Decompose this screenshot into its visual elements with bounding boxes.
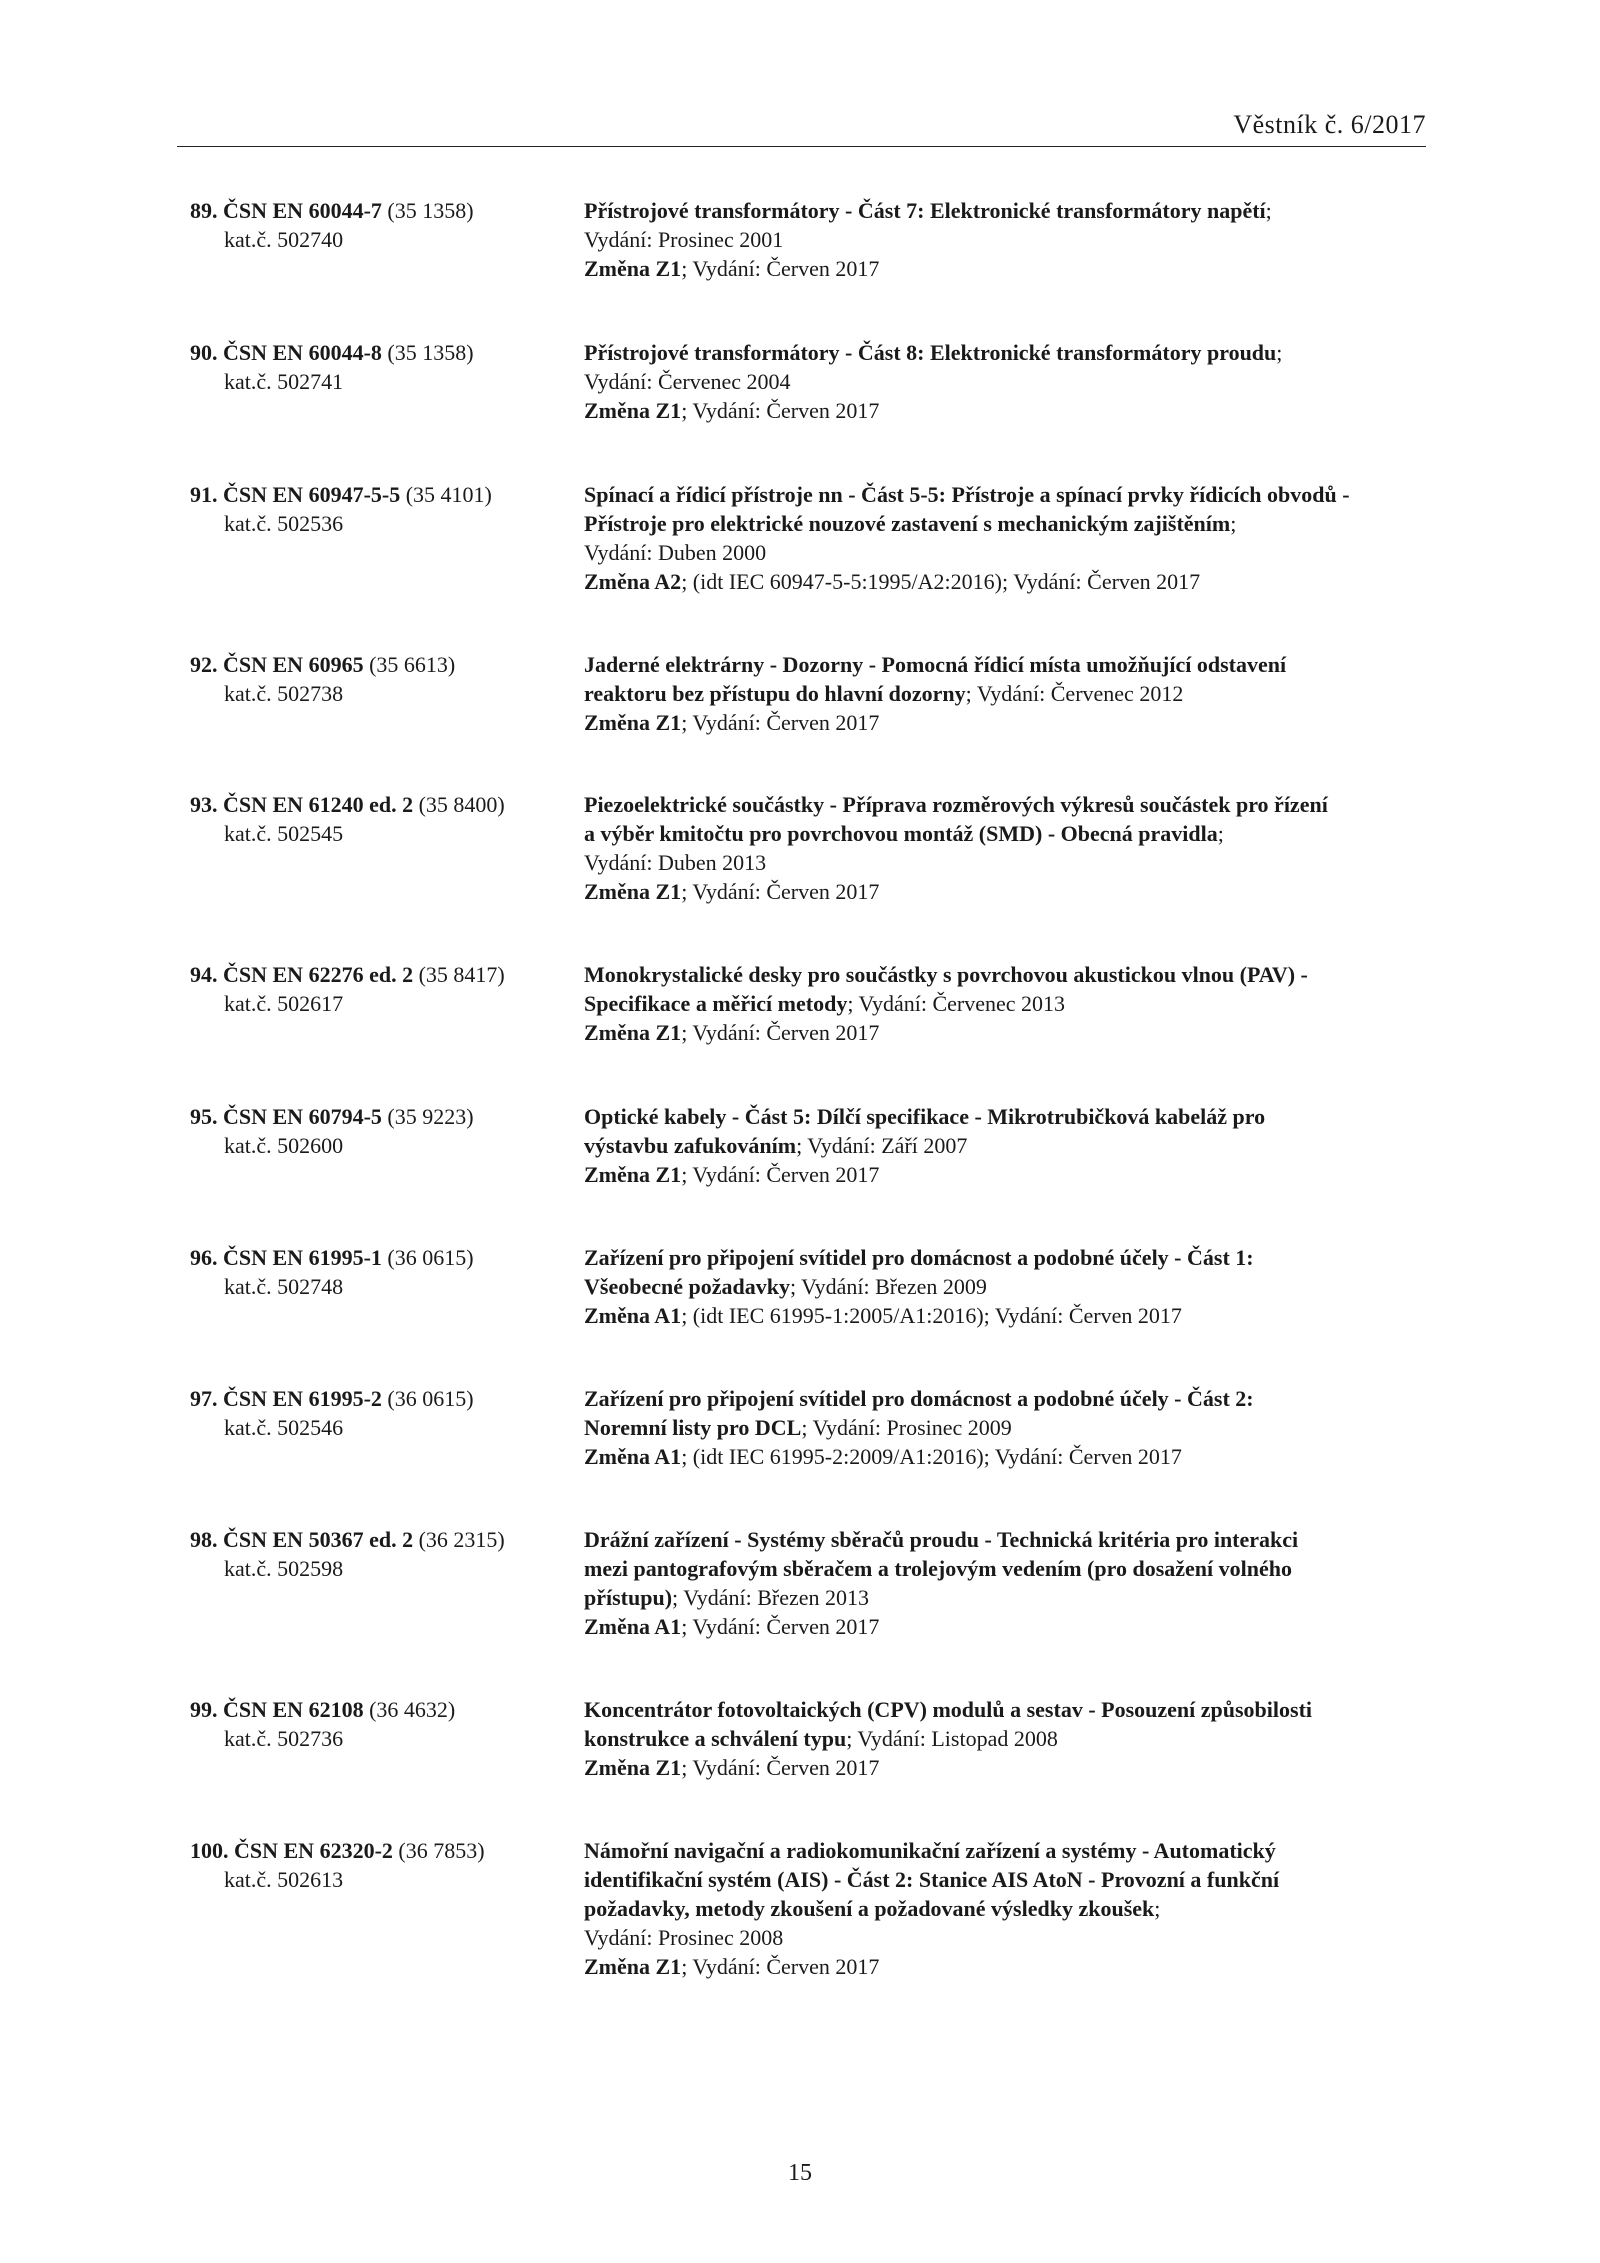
- description-line: [584, 1894, 1444, 1923]
- catalog-number: kat.č. 502536: [224, 511, 344, 536]
- standard-code: ČSN EN 61240 ed. 2: [223, 792, 414, 817]
- description-bold-text: Piezoelektrické součástky - Příprava rozměrových výkresů součástek pro řízení: [584, 792, 1328, 817]
- description-line: [584, 1583, 1444, 1612]
- description-regular-text: ; Vydání: Září 2007: [796, 1133, 968, 1158]
- description-bold-text: Přístrojové transformátory - Část 7: Elektronické transformátory napětí: [584, 198, 1266, 223]
- standard-identifier: [190, 1384, 580, 1442]
- standard-identifier: [190, 480, 580, 538]
- catalog-number: kat.č. 502738: [224, 681, 344, 706]
- entry-number: 99.: [190, 1697, 218, 1722]
- description-line: [584, 509, 1444, 538]
- description-regular-text: ; (idt IEC 61995-2:2009/A1:2016); Vydání: Červen 2017: [681, 1444, 1182, 1469]
- description-regular-text: Vydání: Prosinec 2008: [584, 1925, 784, 1950]
- description-regular-text: ; Vydání: Červen 2017: [681, 1162, 880, 1187]
- description-line: [584, 367, 1444, 396]
- description-regular-text: ; Vydání: Červen 2017: [681, 1755, 880, 1780]
- description-line: [584, 1413, 1444, 1442]
- description-bold-text: identifikační systém (AIS) - Část 2: Stanice AIS AtoN - Provozní a funkční: [584, 1867, 1280, 1892]
- description-regular-text: Vydání: Duben 2013: [584, 850, 767, 875]
- description-regular-text: ; Vydání: Červen 2017: [681, 710, 880, 735]
- standard-code: ČSN EN 60947-5-5: [223, 482, 401, 507]
- classification-code: (36 0615): [387, 1386, 474, 1411]
- description-regular-text: ; Vydání: Listopad 2008: [846, 1726, 1058, 1751]
- description-line: [584, 989, 1444, 1018]
- classification-code: (36 4632): [369, 1697, 456, 1722]
- standard-identifier: [190, 1695, 580, 1753]
- standard-description: [584, 1525, 1444, 1641]
- description-line: [584, 1160, 1444, 1189]
- description-regular-text: ; (idt IEC 61995-1:2005/A1:2016); Vydání: Červen 2017: [681, 1303, 1182, 1328]
- description-line: [584, 225, 1444, 254]
- catalog-number: kat.č. 502598: [224, 1556, 344, 1581]
- entry-number: 92.: [190, 652, 218, 677]
- description-regular-text: ; Vydání: Červenec 2013: [847, 991, 1066, 1016]
- standard-description: [584, 338, 1444, 425]
- description-line: [584, 1131, 1444, 1160]
- classification-code: (36 2315): [418, 1527, 505, 1552]
- description-line: [584, 1102, 1444, 1131]
- catalog-number: kat.č. 502545: [224, 821, 344, 846]
- description-regular-text: ; Vydání: Červen 2017: [681, 1954, 880, 1979]
- description-bold-text: Změna Z1: [584, 256, 682, 281]
- description-regular-text: ; Vydání: Červenec 2012: [965, 681, 1184, 706]
- description-line: [584, 679, 1444, 708]
- standard-code: ČSN EN 61995-2: [223, 1386, 382, 1411]
- catalog-number: kat.č. 502546: [224, 1415, 344, 1440]
- description-bold-text: Přístrojové transformátory - Část 8: Elektronické transformátory proudu: [584, 340, 1277, 365]
- description-bold-text: Změna Z1: [584, 879, 682, 904]
- description-line: [584, 1612, 1444, 1641]
- description-line: [584, 1525, 1444, 1554]
- description-line: [584, 1384, 1444, 1413]
- standard-identifier: [190, 1243, 580, 1301]
- description-line: [584, 1753, 1444, 1782]
- description-bold-text: Spínací a řídicí přístroje nn - Část 5-5: Přístroje a spínací prvky řídicích obvodů -: [584, 482, 1350, 507]
- standard-identifier: [190, 790, 580, 848]
- description-bold-text: reaktoru bez přístupu do hlavní dozorny: [584, 681, 966, 706]
- description-regular-text: ; (idt IEC 60947-5-5:1995/A2:2016); Vydání: Červen 2017: [681, 569, 1201, 594]
- description-bold-text: Změna A1: [584, 1303, 682, 1328]
- description-bold-text: a výběr kmitočtu pro povrchovou montáž (SMD) - Obecná pravidla: [584, 821, 1218, 846]
- description-bold-text: přístupu): [584, 1585, 673, 1610]
- entry-number: 96.: [190, 1245, 218, 1270]
- catalog-number: kat.č. 502748: [224, 1274, 344, 1299]
- description-line: [584, 1923, 1444, 1952]
- classification-code: (36 0615): [387, 1245, 474, 1270]
- page-number: 15: [788, 2160, 812, 2186]
- description-regular-text: ; Vydání: Březen 2013: [672, 1585, 869, 1610]
- description-bold-text: Optické kabely - Část 5: Dílčí specifikace - Mikrotrubičková kabeláž pro: [584, 1104, 1266, 1129]
- catalog-number: kat.č. 502740: [224, 227, 344, 252]
- description-bold-text: Změna A2: [584, 569, 682, 594]
- description-bold-text: Námořní navigační a radiokomunikační zařízení a systémy - Automatický: [584, 1838, 1276, 1863]
- description-line: [584, 848, 1444, 877]
- description-line: [584, 1301, 1444, 1330]
- description-line: [584, 877, 1444, 906]
- description-line: [584, 960, 1444, 989]
- standard-code: ČSN EN 62320-2: [234, 1838, 393, 1863]
- standard-identifier: [190, 338, 580, 396]
- catalog-number: kat.č. 502617: [224, 991, 344, 1016]
- standard-description: [584, 1695, 1444, 1782]
- description-regular-text: ; Vydání: Březen 2009: [789, 1274, 987, 1299]
- description-bold-text: Přístroje pro elektrické nouzové zastavení s mechanickým zajištěním: [584, 511, 1231, 536]
- standard-code: ČSN EN 60044-7: [223, 198, 382, 223]
- description-line: [584, 1724, 1444, 1753]
- standard-description: [584, 480, 1444, 596]
- description-regular-text: ;: [1230, 511, 1237, 536]
- classification-code: (35 4101): [405, 482, 492, 507]
- description-line: [584, 1695, 1444, 1724]
- standard-code: ČSN EN 62108: [223, 1697, 364, 1722]
- description-regular-text: ; Vydání: Prosinec 2009: [801, 1415, 1012, 1440]
- description-bold-text: Změna A1: [584, 1614, 682, 1639]
- standard-code: ČSN EN 61995-1: [223, 1245, 382, 1270]
- page-header-title: Věstník č. 6/2017: [1233, 110, 1426, 139]
- standard-identifier: [190, 1836, 580, 1894]
- description-bold-text: Monokrystalické desky pro součástky s povrchovou akustickou vlnou (PAV) -: [584, 962, 1308, 987]
- standard-description: [584, 650, 1444, 737]
- entry-number: 91.: [190, 482, 218, 507]
- description-regular-text: Vydání: Duben 2000: [584, 540, 767, 565]
- description-regular-text: ; Vydání: Červen 2017: [681, 256, 880, 281]
- standard-code: ČSN EN 60044-8: [223, 340, 382, 365]
- description-line: [584, 1836, 1444, 1865]
- description-regular-text: ; Vydání: Červen 2017: [681, 1614, 880, 1639]
- entry-number: 97.: [190, 1386, 218, 1411]
- description-bold-text: Všeobecné požadavky: [584, 1274, 790, 1299]
- description-line: [584, 338, 1444, 367]
- catalog-number: kat.č. 502600: [224, 1133, 344, 1158]
- description-bold-text: Změna A1: [584, 1444, 682, 1469]
- description-regular-text: Vydání: Prosinec 2001: [584, 227, 784, 252]
- standard-description: [584, 1243, 1444, 1330]
- description-line: [584, 567, 1444, 596]
- description-bold-text: Noremní listy pro DCL: [584, 1415, 802, 1440]
- description-bold-text: Změna Z1: [584, 398, 682, 423]
- standard-description: [584, 1836, 1444, 1981]
- standard-description: [584, 960, 1444, 1047]
- description-bold-text: Změna Z1: [584, 1755, 682, 1780]
- description-bold-text: Specifikace a měřicí metody: [584, 991, 848, 1016]
- description-regular-text: ;: [1154, 1896, 1161, 1921]
- description-regular-text: ; Vydání: Červen 2017: [681, 398, 880, 423]
- description-regular-text: ;: [1276, 340, 1283, 365]
- description-regular-text: Vydání: Červenec 2004: [584, 369, 791, 394]
- description-bold-text: Zařízení pro připojení svítidel pro domácnost a podobné účely - Část 2:: [584, 1386, 1254, 1411]
- standard-code: ČSN EN 60794-5: [223, 1104, 382, 1129]
- entry-number: 100.: [190, 1838, 229, 1863]
- description-regular-text: ;: [1265, 198, 1272, 223]
- description-line: [584, 480, 1444, 509]
- classification-code: (35 1358): [387, 340, 474, 365]
- standard-code: ČSN EN 50367 ed. 2: [223, 1527, 414, 1552]
- catalog-number: kat.č. 502613: [224, 1867, 344, 1892]
- catalog-number: kat.č. 502741: [224, 369, 344, 394]
- description-bold-text: Koncentrátor fotovoltaických (CPV) modulů a sestav - Posouzení způsobilosti: [584, 1697, 1313, 1722]
- description-line: [584, 708, 1444, 737]
- entry-number: 98.: [190, 1527, 218, 1552]
- description-line: [584, 538, 1444, 567]
- description-bold-text: Změna Z1: [584, 1020, 682, 1045]
- description-line: [584, 1952, 1444, 1981]
- description-bold-text: Drážní zařízení - Systémy sběračů proudu - Technická kritéria pro interakci: [584, 1527, 1299, 1552]
- description-line: [584, 819, 1444, 848]
- entry-number: 94.: [190, 962, 218, 987]
- description-line: [584, 254, 1444, 283]
- standard-identifier: [190, 960, 580, 1018]
- description-line: [584, 1018, 1444, 1047]
- standard-identifier: [190, 1525, 580, 1583]
- description-line: [584, 196, 1444, 225]
- description-bold-text: výstavbu zafukováním: [584, 1133, 797, 1158]
- entry-number: 90.: [190, 340, 218, 365]
- classification-code: (35 1358): [387, 198, 474, 223]
- standard-identifier: [190, 1102, 580, 1160]
- classification-code: (35 8400): [418, 792, 505, 817]
- description-line: [584, 1442, 1444, 1471]
- description-bold-text: Jaderné elektrárny - Dozorny - Pomocná řídicí místa umožňující odstavení: [584, 652, 1287, 677]
- classification-code: (35 9223): [387, 1104, 474, 1129]
- standard-identifier: [190, 650, 580, 708]
- standard-description: [584, 790, 1444, 906]
- standard-code: ČSN EN 60965: [223, 652, 364, 677]
- description-bold-text: Změna Z1: [584, 1954, 682, 1979]
- standard-identifier: [190, 196, 580, 254]
- description-regular-text: ;: [1217, 821, 1224, 846]
- standard-description: [584, 1102, 1444, 1189]
- standard-description: [584, 1384, 1444, 1471]
- description-line: [584, 790, 1444, 819]
- catalog-number: kat.č. 502736: [224, 1726, 344, 1751]
- classification-code: (35 6613): [369, 652, 456, 677]
- description-bold-text: mezi pantografovým sběračem a trolejovým vedením (pro dosažení volného: [584, 1556, 1292, 1581]
- entry-number: 95.: [190, 1104, 218, 1129]
- description-regular-text: ; Vydání: Červen 2017: [681, 879, 880, 904]
- description-line: [584, 396, 1444, 425]
- standard-code: ČSN EN 62276 ed. 2: [223, 962, 414, 987]
- description-bold-text: Zařízení pro připojení svítidel pro domácnost a podobné účely - Část 1:: [584, 1245, 1254, 1270]
- description-line: [584, 1272, 1444, 1301]
- description-bold-text: požadavky, metody zkoušení a požadované výsledky zkoušek: [584, 1896, 1155, 1921]
- description-regular-text: ; Vydání: Červen 2017: [681, 1020, 880, 1045]
- classification-code: (35 8417): [418, 962, 505, 987]
- description-bold-text: konstrukce a schválení typu: [584, 1726, 847, 1751]
- description-line: [584, 1865, 1444, 1894]
- entry-number: 89.: [190, 198, 218, 223]
- description-bold-text: Změna Z1: [584, 1162, 682, 1187]
- description-line: [584, 1243, 1444, 1272]
- description-bold-text: Změna Z1: [584, 710, 682, 735]
- description-line: [584, 650, 1444, 679]
- description-line: [584, 1554, 1444, 1583]
- classification-code: (36 7853): [398, 1838, 485, 1863]
- standard-description: [584, 196, 1444, 283]
- entry-number: 93.: [190, 792, 218, 817]
